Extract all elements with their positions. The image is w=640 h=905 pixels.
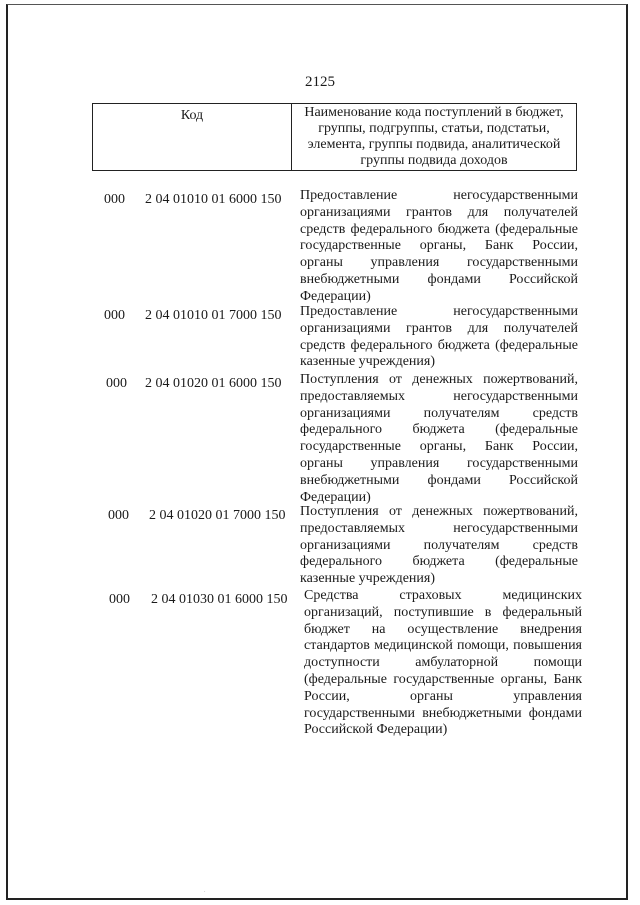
revenue-code: 2 04 01010 01 7000 150 [145,308,282,323]
admin-code: 000 [106,376,127,391]
admin-code: 000 [108,508,129,523]
revenue-description: Средства страховых медицинских организаций, поступившие в федеральный бюджет на осуществление внедрения стандартов медицинской помощи, повышения доступности амбулаторной помощи (федеральные государственные органы, Банк России, органы управления государственными внебюджетными фондами Российской Федерации) [304,588,582,738]
revenue-description: Поступления от денежных пожертвований, предоставляемых негосударственными организациями получателям средств федерального бюджета (федеральные казенные учреждения) [300,504,578,587]
revenue-code: 2 04 01020 01 6000 150 [145,376,282,391]
admin-code: 000 [104,192,125,207]
revenue-description: Предоставление негосударственными организациями грантов для получателей средств федерального бюджета (федеральные казенные учреждения) [300,304,578,370]
table-header [92,103,577,171]
revenue-code: 2 04 01030 01 6000 150 [151,592,288,607]
scan-speck: . [204,888,206,894]
header-name-label: Наименование кода поступлений в бюджет, группы, подгруппы, статьи, подстатьи, элемента, группы подвида, аналитической группы подвида доходов [304,105,564,168]
revenue-code: 2 04 01020 01 7000 150 [149,508,286,523]
revenue-description: Предоставление негосударственными организациями грантов для получателей средств федерального бюджета (федеральные государственные органы, Банк России, органы управления государственными внебюджетными фондами Российской Федерации) [300,188,578,304]
header-code-label: Код [93,104,292,170]
revenue-description: Поступления от денежных пожертвований, предоставляемых негосударственными организациями получателям средств федерального бюджета (федеральные государственные органы, Банк России, органы управления государственными внебюджетными фондами Российской Федерации) [300,372,578,505]
revenue-code: 2 04 01010 01 6000 150 [145,192,282,207]
admin-code: 000 [104,308,125,323]
page-number: 2125 [305,74,335,90]
admin-code: 000 [109,592,130,607]
